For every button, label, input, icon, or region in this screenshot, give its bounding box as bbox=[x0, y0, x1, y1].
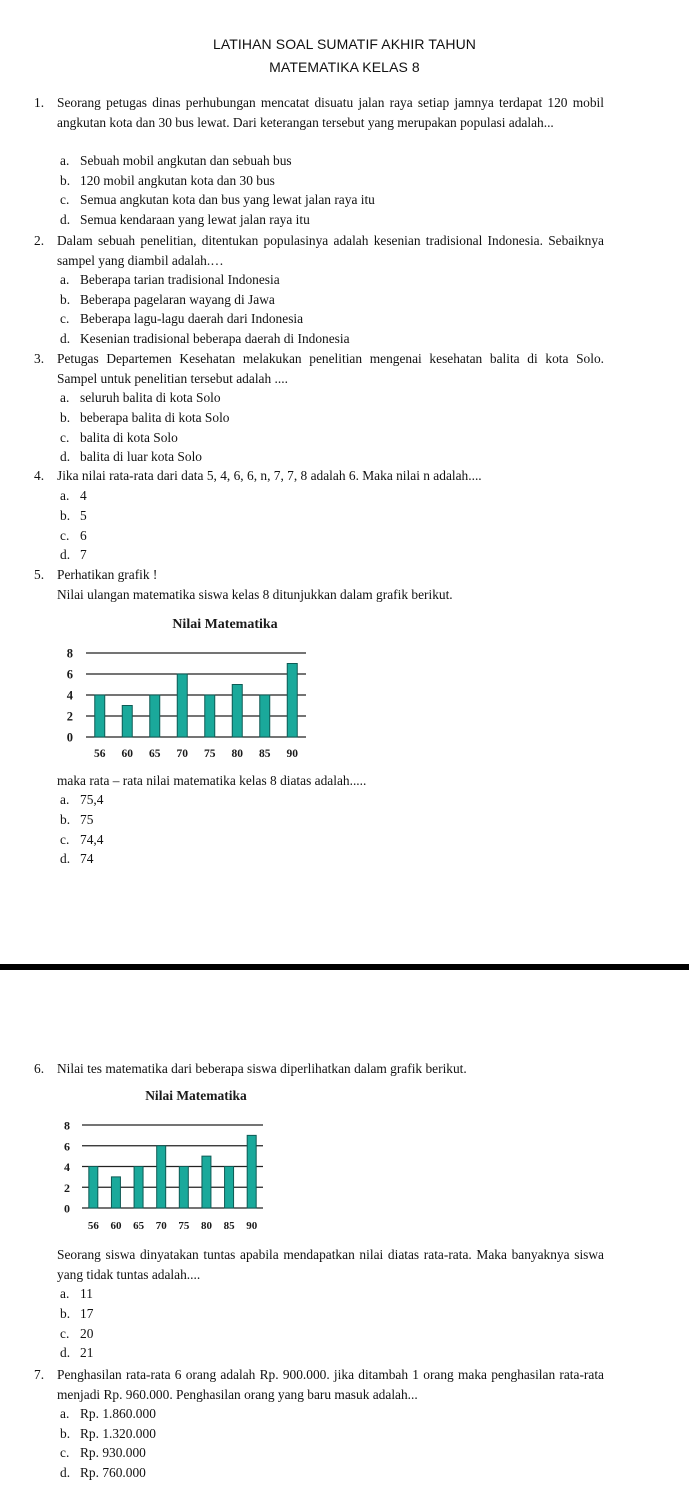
bar bbox=[247, 1135, 256, 1208]
option-3d[interactable] bbox=[60, 447, 202, 467]
option-text: Semua kendaraan yang lewat jalan raya itu bbox=[80, 212, 310, 227]
option-letter: a. bbox=[60, 1406, 70, 1421]
bar bbox=[111, 1177, 120, 1208]
x-tick-label: 65 bbox=[133, 1220, 145, 1232]
x-tick-label: 85 bbox=[259, 748, 271, 760]
question-number: 2. bbox=[34, 233, 45, 248]
option-4a[interactable] bbox=[60, 486, 87, 506]
option-letter: b. bbox=[60, 410, 71, 425]
option-letter: c. bbox=[60, 311, 70, 326]
option-text: 7 bbox=[80, 547, 87, 562]
option-text: 75,4 bbox=[80, 792, 104, 807]
option-letter: a. bbox=[60, 792, 70, 807]
x-tick-label: 80 bbox=[231, 748, 243, 760]
question-6 bbox=[34, 1059, 604, 1079]
question-text-line2: Nilai ulangan matematika siswa kelas 8 ditunjukkan dalam grafik berikut. bbox=[57, 586, 453, 602]
question-7 bbox=[34, 1365, 604, 1404]
bar bbox=[225, 1167, 234, 1209]
y-tick-label: 0 bbox=[64, 1201, 70, 1216]
option-text: seluruh balita di kota Solo bbox=[80, 390, 221, 405]
y-tick-label: 0 bbox=[66, 730, 73, 745]
option-letter: b. bbox=[60, 173, 71, 188]
option-letter: b. bbox=[60, 292, 71, 307]
x-tick-label: 75 bbox=[178, 1220, 190, 1232]
option-letter: a. bbox=[60, 1286, 70, 1301]
option-1b[interactable] bbox=[60, 171, 275, 191]
option-text: Rp. 1.860.000 bbox=[80, 1406, 156, 1421]
option-6d[interactable] bbox=[60, 1343, 93, 1363]
option-text: Semua angkutan kota dan bus yang lewat jalan raya itu bbox=[80, 192, 375, 207]
bar bbox=[179, 1167, 188, 1209]
question-text: Nilai tes matematika dari beberapa siswa diperlihatkan dalam grafik berikut. bbox=[57, 1061, 467, 1076]
x-tick-label: 90 bbox=[286, 748, 298, 760]
x-tick-label: 85 bbox=[223, 1220, 235, 1232]
option-text: 5 bbox=[80, 508, 87, 523]
option-letter: d. bbox=[60, 1465, 71, 1480]
bar bbox=[157, 1146, 166, 1208]
bar-chart-q5 bbox=[0, 606, 689, 766]
y-tick-label: 4 bbox=[66, 688, 73, 703]
option-5b[interactable] bbox=[60, 810, 93, 830]
y-tick-label: 2 bbox=[64, 1180, 70, 1195]
option-7b[interactable] bbox=[60, 1424, 156, 1444]
option-3a[interactable] bbox=[60, 388, 221, 408]
page-divider bbox=[0, 964, 689, 970]
option-letter: c. bbox=[60, 1445, 70, 1460]
question-number: 6. bbox=[34, 1061, 45, 1076]
option-text: Rp. 760.000 bbox=[80, 1465, 146, 1480]
option-text: Sebuah mobil angkutan dan sebuah bus bbox=[80, 153, 292, 168]
x-tick-label: 70 bbox=[155, 1220, 167, 1232]
option-text: 20 bbox=[80, 1326, 94, 1341]
option-7d[interactable] bbox=[60, 1463, 146, 1483]
option-letter: a. bbox=[60, 390, 70, 405]
y-tick-label: 6 bbox=[64, 1139, 70, 1154]
option-3b[interactable] bbox=[60, 408, 229, 428]
option-6a[interactable] bbox=[60, 1284, 93, 1304]
bar bbox=[287, 664, 297, 738]
question-2 bbox=[34, 231, 604, 270]
x-tick-label: 65 bbox=[149, 748, 161, 760]
option-letter: d. bbox=[60, 331, 71, 346]
x-tick-label: 75 bbox=[204, 748, 216, 760]
chart-title: Nilai Matematika bbox=[145, 1088, 247, 1103]
option-text: 21 bbox=[80, 1345, 94, 1360]
option-letter: b. bbox=[60, 508, 71, 523]
x-tick-label: 60 bbox=[110, 1220, 122, 1232]
option-letter: c. bbox=[60, 832, 70, 847]
question-text: Penghasilan rata-rata 6 orang adalah Rp. 900.000. jika ditambah 1 orang maka penghasilan rata-rata menjadi Rp. 960.000. Penghasilan orang yang baru masuk adalah... bbox=[57, 1367, 604, 1402]
question-1 bbox=[34, 93, 604, 132]
option-4b[interactable] bbox=[60, 506, 87, 526]
option-text: 17 bbox=[80, 1306, 94, 1321]
option-4d[interactable] bbox=[60, 545, 87, 565]
x-tick-label: 56 bbox=[87, 1220, 99, 1232]
option-letter: c. bbox=[60, 1326, 70, 1341]
option-5d[interactable] bbox=[60, 849, 93, 869]
y-tick-label: 8 bbox=[64, 1118, 70, 1133]
option-letter: c. bbox=[60, 528, 70, 543]
option-text: 74,4 bbox=[80, 832, 104, 847]
option-5c[interactable] bbox=[60, 830, 103, 850]
option-2a[interactable] bbox=[60, 270, 280, 290]
y-tick-label: 6 bbox=[66, 667, 73, 682]
option-3c[interactable] bbox=[60, 428, 178, 448]
option-letter: d. bbox=[60, 547, 71, 562]
x-tick-label: 70 bbox=[176, 748, 188, 760]
option-2c[interactable] bbox=[60, 309, 303, 329]
y-tick-label: 2 bbox=[66, 709, 73, 724]
option-text: 11 bbox=[80, 1286, 93, 1301]
option-1c[interactable] bbox=[60, 190, 375, 210]
option-letter: d. bbox=[60, 1345, 71, 1360]
option-text: 6 bbox=[80, 528, 87, 543]
question-text: Dalam sebuah penelitian, ditentukan populasinya adalah kesenian tradisional Indonesia. Sebaiknya sampel yang diambil adalah.… bbox=[57, 233, 604, 268]
bar bbox=[89, 1167, 98, 1209]
bar bbox=[205, 695, 215, 737]
option-6b[interactable] bbox=[60, 1304, 93, 1324]
option-letter: c. bbox=[60, 192, 70, 207]
option-2d[interactable] bbox=[60, 329, 350, 349]
bar bbox=[232, 685, 242, 738]
bar bbox=[134, 1167, 143, 1209]
option-text: 4 bbox=[80, 488, 87, 503]
bar bbox=[150, 695, 160, 737]
option-text: 74 bbox=[80, 851, 94, 866]
question-6-followup: Seorang siswa dinyatakan tuntas apabila mendapatkan nilai diatas rata-rata. Maka banyaknya siswa yang tidak tuntas adalah.... bbox=[57, 1247, 604, 1282]
question-text: Perhatikan grafik ! bbox=[57, 567, 158, 582]
option-letter: a. bbox=[60, 272, 70, 287]
option-letter: b. bbox=[60, 812, 71, 827]
bar-chart-q6 bbox=[0, 1080, 689, 1240]
option-text: Beberapa pagelaran wayang di Jawa bbox=[80, 292, 275, 307]
option-4c[interactable] bbox=[60, 526, 87, 546]
option-5a[interactable] bbox=[60, 790, 103, 810]
bar bbox=[260, 695, 270, 737]
x-tick-label: 80 bbox=[200, 1220, 212, 1232]
option-2b[interactable] bbox=[60, 290, 275, 310]
worksheet-title: LATIHAN SOAL SUMATIF AKHIR TAHUN bbox=[212, 36, 477, 52]
question-number: 1. bbox=[34, 95, 45, 110]
option-1a[interactable] bbox=[60, 151, 292, 171]
worksheet-subtitle: MATEMATIKA KELAS 8 bbox=[269, 59, 420, 75]
question-number: 3. bbox=[34, 351, 45, 366]
option-letter: d. bbox=[60, 212, 71, 227]
question-5-followup: maka rata – rata nilai matematika kelas 8 diatas adalah..... bbox=[57, 773, 367, 788]
question-3 bbox=[34, 349, 604, 388]
option-letter: b. bbox=[60, 1426, 71, 1441]
question-number: 4. bbox=[34, 468, 45, 483]
bar bbox=[122, 706, 132, 738]
option-letter: a. bbox=[60, 488, 70, 503]
option-text: Beberapa lagu-lagu daerah dari Indonesia bbox=[80, 311, 304, 326]
option-text: 75 bbox=[80, 812, 94, 827]
option-text: Rp. 1.320.000 bbox=[80, 1426, 156, 1441]
option-letter: c. bbox=[60, 430, 70, 445]
option-text: balita di kota Solo bbox=[80, 430, 178, 445]
question-text: Petugas Departemen Kesehatan melakukan penelitian mengenai kesehatan balita di kota Solo. Sampel untuk penelitian tersebut adalah .... bbox=[57, 351, 604, 386]
bar bbox=[95, 695, 105, 737]
x-tick-label: 60 bbox=[121, 748, 133, 760]
option-6c[interactable] bbox=[60, 1324, 93, 1344]
option-text: Beberapa tarian tradisional Indonesia bbox=[80, 272, 280, 287]
question-text: Jika nilai rata-rata dari data 5, 4, 6, 6, n, 7, 7, 8 adalah 6. Maka nilai n adalah.... bbox=[57, 468, 482, 483]
option-text: Kesenian tradisional beberapa daerah di Indonesia bbox=[80, 331, 350, 346]
question-5 bbox=[34, 565, 604, 604]
chart-title: Nilai Matematika bbox=[172, 617, 278, 632]
question-text: Seorang petugas dinas perhubungan mencatat disuatu jalan raya setiap jamnya terdapat 120 mobil angkutan kota dan 30 bus lewat. Dari keterangan tersebut yang merupakan populasi adalah... bbox=[57, 95, 604, 130]
y-tick-label: 4 bbox=[64, 1160, 70, 1174]
option-text: Rp. 930.000 bbox=[80, 1445, 146, 1460]
y-tick-label: 8 bbox=[66, 646, 73, 661]
option-1d[interactable] bbox=[60, 210, 310, 230]
option-letter: d. bbox=[60, 851, 71, 866]
bar bbox=[177, 674, 187, 737]
x-tick-label: 56 bbox=[94, 748, 106, 760]
option-text: balita di luar kota Solo bbox=[80, 449, 202, 464]
question-4 bbox=[34, 466, 604, 486]
option-letter: d. bbox=[60, 449, 71, 464]
option-text: beberapa balita di kota Solo bbox=[80, 410, 230, 425]
option-letter: a. bbox=[60, 153, 70, 168]
bar bbox=[202, 1156, 211, 1208]
x-tick-label: 90 bbox=[246, 1220, 258, 1232]
option-text: 120 mobil angkutan kota dan 30 bus bbox=[80, 173, 275, 188]
question-number: 7. bbox=[34, 1367, 45, 1382]
question-number: 5. bbox=[34, 567, 45, 582]
option-letter: b. bbox=[60, 1306, 71, 1321]
option-7c[interactable] bbox=[60, 1443, 146, 1463]
option-7a[interactable] bbox=[60, 1404, 156, 1424]
